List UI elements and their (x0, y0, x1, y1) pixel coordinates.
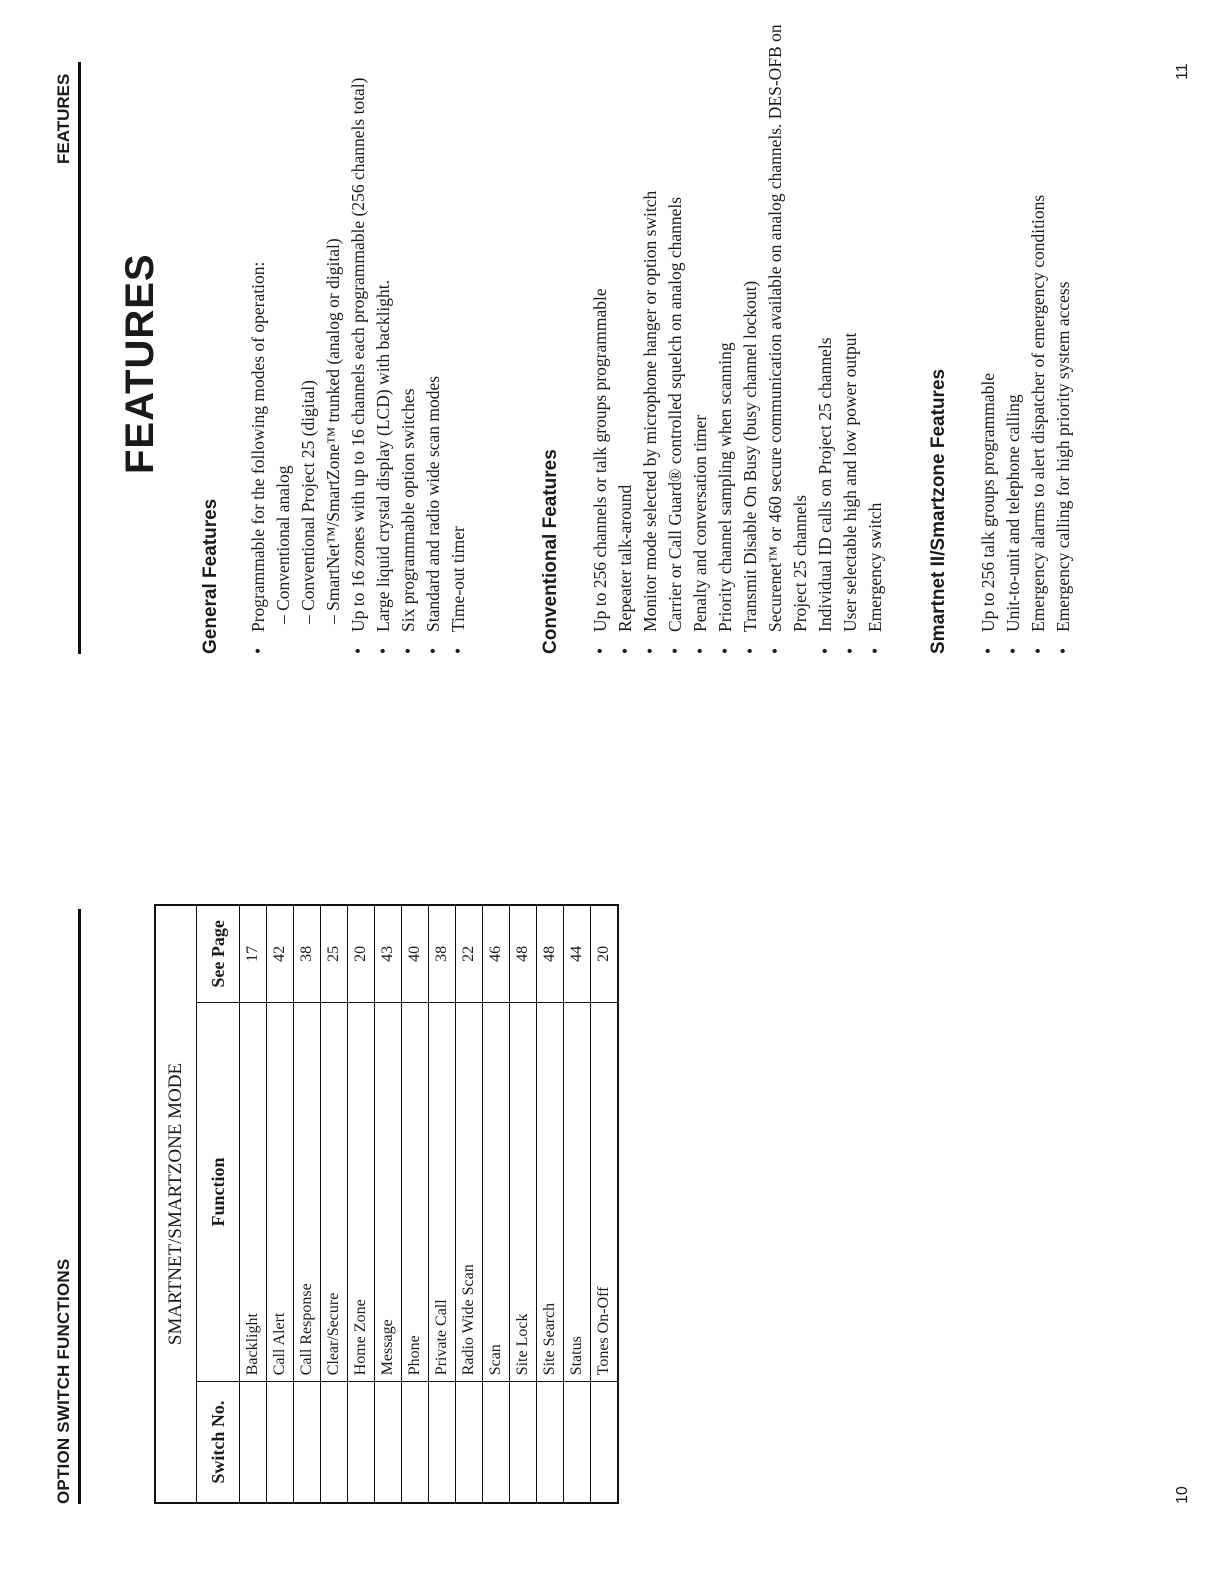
switch-cell (483, 1382, 510, 1503)
table-row (402, 905, 429, 1503)
function-cell: Message (375, 1002, 402, 1382)
bullet: • (590, 647, 610, 654)
function-cell: Phone (402, 1002, 429, 1382)
bullet: • (840, 647, 860, 654)
list-item (838, 14, 863, 654)
bullet: • (865, 647, 885, 654)
sub-item: – SmartNet™/SmartZone™ trunked (analog or digital) (323, 238, 343, 624)
list-item (813, 14, 838, 654)
page-cell: 48 (510, 905, 537, 1002)
function-cell: Private Call (429, 1002, 456, 1382)
function-cell: Site Search (537, 1002, 564, 1382)
bullet: • (248, 647, 268, 654)
list-item (713, 14, 738, 654)
bullet: • (1053, 647, 1073, 654)
table-row (591, 905, 619, 1503)
column-header-switch: Switch No. (197, 1382, 240, 1503)
table-row (321, 905, 348, 1503)
bullet: • (765, 647, 785, 654)
general-features-list (246, 14, 471, 654)
item-text: User selectable high and low power output (840, 332, 860, 632)
table-row (294, 905, 321, 1503)
item-text: Unit-to-unit and telephone calling (1003, 394, 1023, 632)
item-text: Emergency calling for high priority system access (1053, 281, 1073, 632)
list-item (688, 14, 713, 654)
item-text: Repeater talk-around (615, 484, 635, 632)
right-page-number: 11 (1174, 63, 1191, 80)
bullet: • (448, 647, 468, 654)
function-cell: Call Response (294, 1002, 321, 1382)
item-text: Carrier or Call Guard® controlled squelch on analog channels (665, 196, 685, 632)
list-item (613, 14, 638, 654)
switch-cell (240, 1382, 267, 1503)
general-features-heading: General Features (200, 498, 221, 654)
bullet: • (640, 647, 660, 654)
switch-cell (510, 1382, 537, 1503)
switch-cell (294, 1382, 321, 1503)
function-cell: Site Lock (510, 1002, 537, 1382)
page-cell: 46 (483, 905, 510, 1002)
item-text: Programmable for the following modes of operation: (248, 261, 268, 632)
list-item (346, 14, 371, 654)
page-title: FEATURES (118, 253, 162, 474)
table-row (429, 905, 456, 1503)
left-page-header: OPTION SWITCH FUNCTIONS (54, 1258, 73, 1504)
function-cell: Call Alert (267, 1002, 294, 1382)
list-item (638, 14, 663, 654)
bullet: • (978, 647, 998, 654)
list-item (663, 14, 688, 654)
page-cell: 38 (294, 905, 321, 1002)
list-item (371, 14, 396, 654)
switch-cell (456, 1382, 483, 1503)
item-text: Monitor mode selected by microphone hanger or option switch (640, 190, 660, 632)
switch-cell (564, 1382, 591, 1503)
bullet: • (740, 647, 760, 654)
function-cell: Scan (483, 1002, 510, 1382)
bullet: • (423, 647, 443, 654)
bullet: • (373, 647, 393, 654)
list-item (763, 14, 813, 654)
conventional-features-heading: Conventional Features (540, 449, 561, 654)
item-text: Standard and radio wide scan modes (423, 375, 443, 632)
bullet: • (1003, 647, 1023, 654)
switch-cell (591, 1382, 619, 1503)
table-row (240, 905, 267, 1503)
table-row (375, 905, 402, 1503)
conventional-features-list (588, 14, 888, 654)
page-cell: 20 (348, 905, 375, 1002)
switch-cell (348, 1382, 375, 1503)
sub-item: – Conventional analog (273, 465, 293, 624)
right-page-header: FEATURES (54, 73, 73, 164)
item-text: Individual ID calls on Project 25 channels (815, 337, 835, 632)
list-item (421, 14, 446, 654)
item-text: Up to 256 talk groups programmable (978, 372, 998, 632)
table-row (537, 905, 564, 1503)
smartnet-features-heading: Smartnet II/Smartzone Features (928, 368, 949, 654)
function-cell: Home Zone (348, 1002, 375, 1382)
switch-cell (375, 1382, 402, 1503)
item-text: Emergency switch (865, 502, 885, 632)
bullet: • (398, 647, 418, 654)
page-cell: 43 (375, 905, 402, 1002)
item-text: Penalty and conversation timer (690, 414, 710, 632)
table-row (510, 905, 537, 1503)
bullet: • (715, 647, 735, 654)
list-item (396, 14, 421, 654)
bullet: • (665, 647, 685, 654)
right-header-rule (78, 62, 81, 654)
list-item (446, 14, 471, 654)
table-row (456, 905, 483, 1503)
left-page-number: 10 (1174, 1486, 1191, 1504)
smartnet-features-list (976, 14, 1076, 654)
switch-cell (402, 1382, 429, 1503)
table-row (564, 905, 591, 1503)
item-text: Up to 256 channels or talk groups programmable (590, 288, 610, 632)
table-row (348, 905, 375, 1503)
item-text: Transmit Disable On Busy (busy channel lockout) (740, 280, 760, 632)
list-item (1026, 14, 1051, 654)
page-cell: 48 (537, 905, 564, 1002)
item-text: Time-out timer (448, 526, 468, 632)
function-cell: Status (564, 1002, 591, 1382)
page-cell: 44 (564, 905, 591, 1002)
list-item (246, 14, 271, 654)
page-cell: 25 (321, 905, 348, 1002)
table-row (267, 905, 294, 1503)
function-cell: Clear/Secure (321, 1002, 348, 1382)
page-cell: 40 (402, 905, 429, 1002)
item-text: Priority channel sampling when scanning (715, 342, 735, 632)
item-text: Up to 16 zones with up to 16 channels each programmable (256 channels total) (348, 77, 368, 632)
page-cell: 22 (456, 905, 483, 1002)
table-row (483, 905, 510, 1503)
list-item (1001, 14, 1026, 654)
bullet: • (1028, 647, 1048, 654)
list-item (588, 14, 613, 654)
column-header-page: See Page (197, 905, 240, 1002)
option-switch-table (154, 904, 619, 1504)
bullet: • (815, 647, 835, 654)
page-cell: 17 (240, 905, 267, 1002)
bullet: • (615, 647, 635, 654)
list-item (738, 14, 763, 654)
switch-cell (267, 1382, 294, 1503)
page-cell: 20 (591, 905, 619, 1002)
item-text: Six programmable option switches (398, 388, 418, 632)
switch-cell (429, 1382, 456, 1503)
bullet: • (690, 647, 710, 654)
function-cell: Tones On-Off (591, 1002, 619, 1382)
function-cell: Backlight (240, 1002, 267, 1382)
page-cell: 42 (267, 905, 294, 1002)
function-cell: Radio Wide Scan (456, 1002, 483, 1382)
item-text: Emergency alarms to alert dispatcher of emergency conditions (1028, 194, 1048, 632)
left-header-rule (78, 909, 81, 1504)
switch-cell (537, 1382, 564, 1503)
item-text: Securenet™ or 460 secure communication available on analog channels. DES-OFB on Project 25 channels (765, 24, 810, 632)
bullet: • (348, 647, 368, 654)
sub-item: – Conventional Project 25 (digital) (298, 380, 318, 624)
column-header-function: Function (197, 1002, 240, 1382)
list-item (976, 14, 1001, 654)
table-caption: SMARTNET/SMARTZONE MODE (155, 905, 197, 1503)
switch-cell (321, 1382, 348, 1503)
list-item (863, 14, 888, 654)
page-cell: 38 (429, 905, 456, 1002)
list-item (1051, 14, 1076, 654)
item-text: Large liquid crystal display (LCD) with backlight. (373, 279, 393, 632)
